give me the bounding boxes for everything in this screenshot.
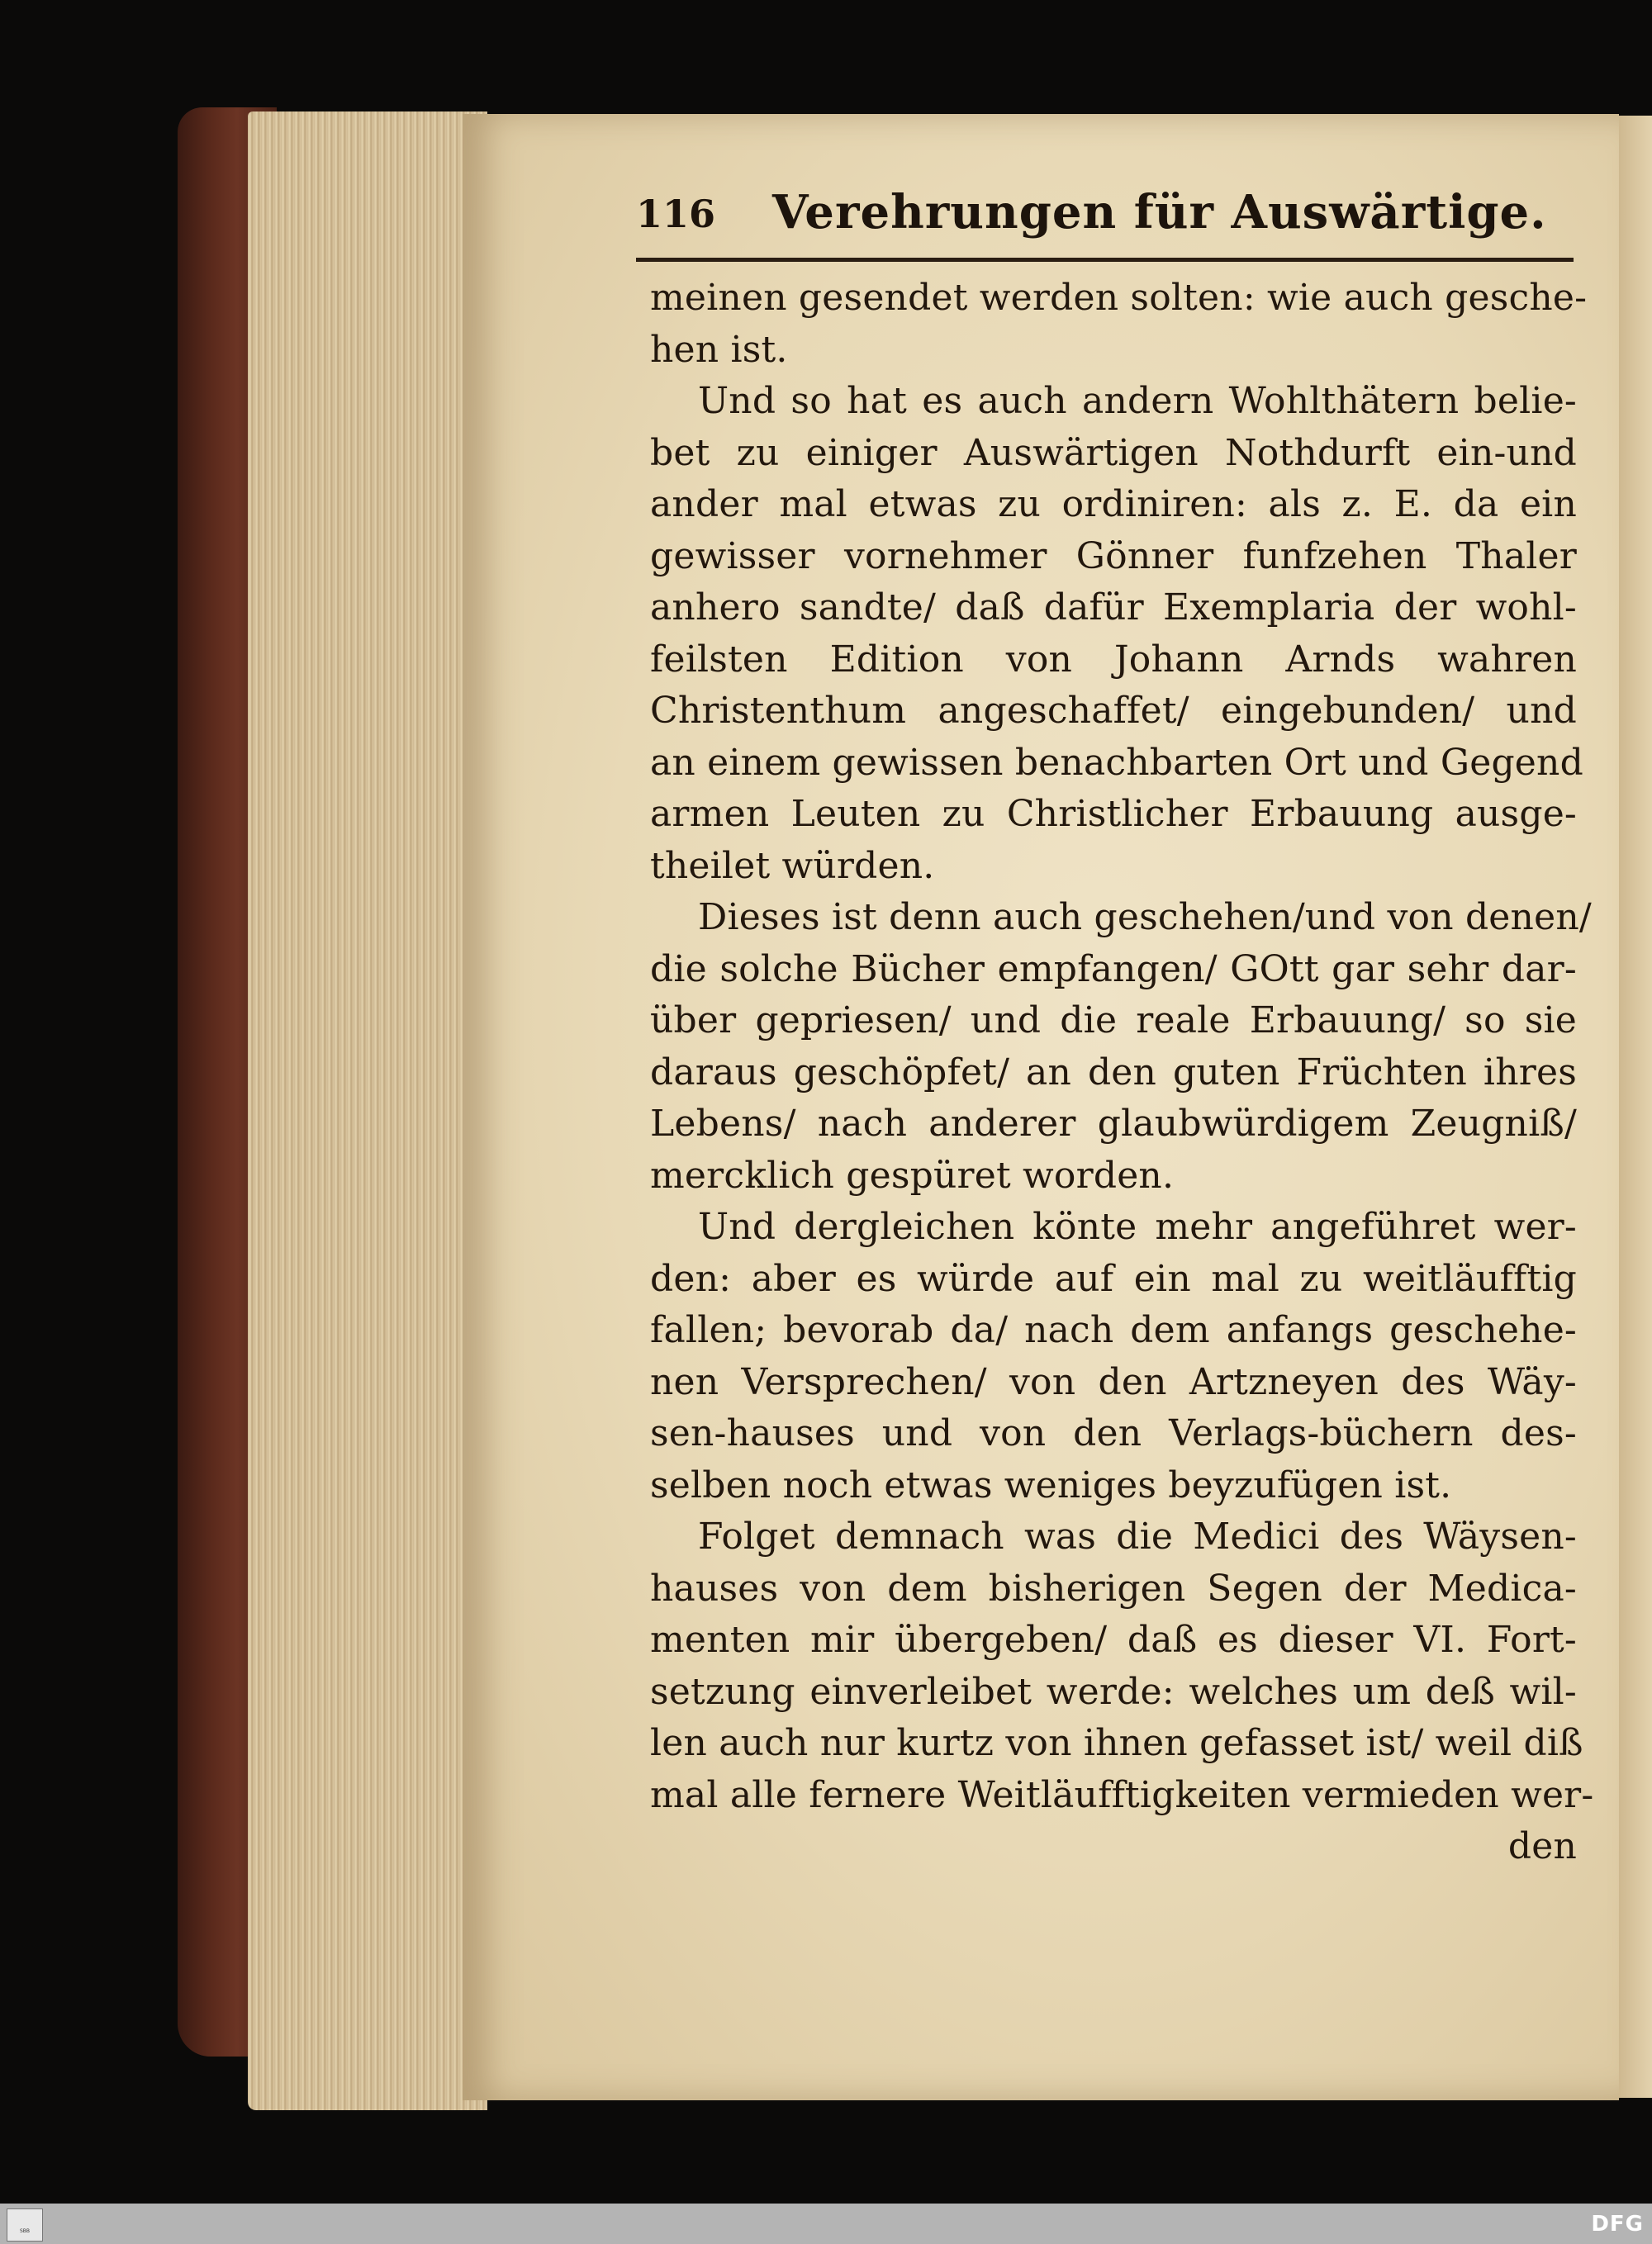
page-number: 116	[636, 192, 716, 236]
text-line: Folget demnach was die Medici des Wäysen-	[698, 1516, 1577, 1558]
text-line: an einem gewissen benachbarten Ort und Gegend	[650, 741, 1583, 784]
text-line: daraus geschöpfet/ an den guten Früchten ihres	[650, 1051, 1577, 1094]
text-line: die solche Bücher empfangen/ GOtt gar sehr dar-	[650, 947, 1577, 990]
text-line: hauses von dem bisherigen Segen der Medica-	[650, 1567, 1577, 1610]
text-line: meinen gesendet werden solten: wie auch gesche-	[650, 277, 1588, 319]
text-line: Und so hat es auch andern Wohlthätern belie-	[698, 380, 1577, 422]
viewer-footer	[0, 2204, 1652, 2244]
library-logo-text: SBB	[19, 2228, 31, 2234]
text-line: len auch nur kurtz von ihnen gefasset ist/ weil diß	[650, 1722, 1583, 1764]
text-line: setzung einverleibet werde: welches um deß wil-	[650, 1670, 1577, 1713]
text-line: feilsten Edition von Johann Arnds wahren	[650, 638, 1577, 681]
text-line: Dieses ist denn auch geschehen/und von denen/	[698, 896, 1592, 938]
text-line: gewisser vornehmer Gönner funfzehen Thaler	[650, 534, 1577, 577]
text-line: sen-hauses und von den Verlags-büchern des-	[650, 1412, 1577, 1454]
page-header	[636, 185, 1574, 258]
body-text	[650, 273, 1594, 1873]
text-line: Und dergleichen könte mehr angeführet wer-	[698, 1206, 1577, 1248]
catchword: den	[1507, 1825, 1577, 1867]
dfg-logo[interactable]: DFG	[1591, 2212, 1644, 2237]
text-line: mercklich gespüret worden.	[650, 1154, 1175, 1197]
header-rule	[636, 258, 1574, 262]
text-line: fallen; bevorab da/ nach dem anfangs geschehe-	[650, 1309, 1577, 1351]
text-line: nen Versprechen/ von den Artzneyen des Wäy-	[650, 1360, 1577, 1403]
text-line: anhero sandte/ daß dafür Exemplaria der wohl-	[650, 586, 1577, 629]
text-line: selben noch etwas weniges beyzufügen ist.	[650, 1464, 1452, 1506]
library-logo-icon[interactable]	[7, 2208, 43, 2242]
text-line: hen ist.	[650, 328, 788, 371]
running-title: Verehrungen für Auswärtige.	[772, 185, 1547, 240]
text-line: den: aber es würde auf ein mal zu weitläufftig	[650, 1257, 1577, 1300]
text-line: menten mir übergeben/ daß es dieser VI. Fort-	[650, 1619, 1577, 1661]
text-line: mal alle fernere Weitläufftigkeiten vermieden wer-	[650, 1773, 1594, 1816]
text-line: armen Leuten zu Christlicher Erbauung ausge-	[650, 793, 1577, 835]
text-line: bet zu einiger Auswärtigen Nothdurft ein-und	[650, 431, 1577, 474]
text-line: Christenthum angeschaffet/ eingebunden/ und	[650, 690, 1577, 732]
text-line: ander mal etwas zu ordiniren: als z. E. da ein	[650, 483, 1577, 525]
page-edges	[248, 111, 487, 2110]
text-line: über gepriesen/ und die reale Erbauung/ so sie	[650, 999, 1577, 1041]
text-line: theilet würden.	[650, 844, 935, 887]
text-line: Lebens/ nach anderer glaubwürdigem Zeugniß/	[650, 1103, 1577, 1145]
